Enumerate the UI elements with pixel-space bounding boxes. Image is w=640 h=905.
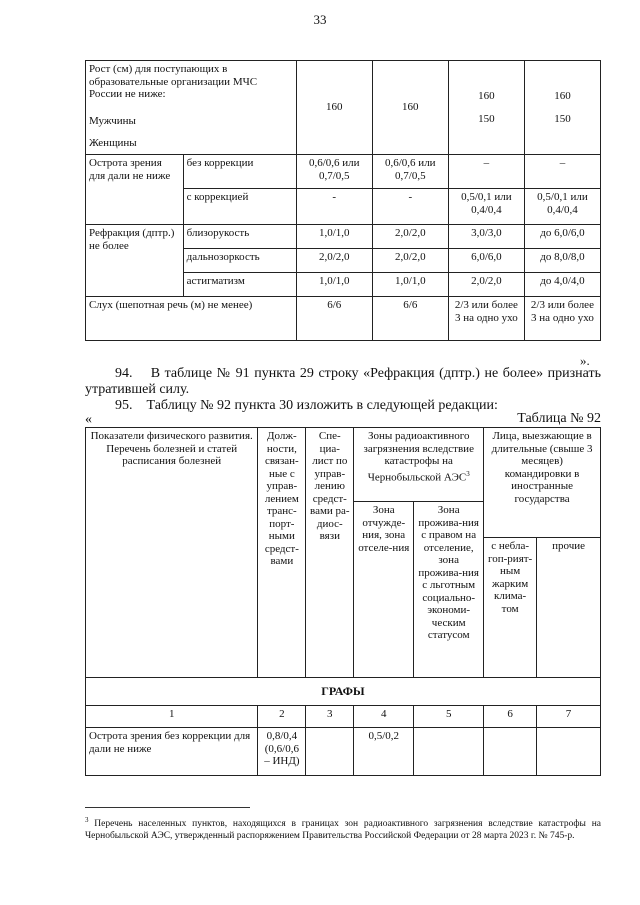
footnote-mark: 3	[85, 816, 89, 824]
table-cell: 1,0/1,0	[296, 273, 372, 297]
header-other: прочие	[537, 538, 601, 678]
cell-value: 160	[554, 90, 571, 102]
header-zones-text: Зоны радиоактивного загрязнения вследствие катастрофы на Чернобыльской АЭС	[363, 430, 474, 484]
row-label: Острота зрения для дали не ниже	[86, 155, 184, 225]
men-label: Мужчины	[89, 114, 136, 127]
column-number: 6	[484, 706, 537, 728]
column-number: 2	[258, 706, 306, 728]
header-zones	[354, 428, 484, 502]
table-cell: 0,5/0,2	[354, 728, 414, 776]
table-row	[86, 61, 601, 155]
women-label: Женщины	[89, 137, 137, 149]
table-row	[86, 678, 601, 706]
paragraph-94: 94. В таблице № 91 пункта 29 строку «Рефракция (дптр.) не более» признать утратившей силу.	[85, 366, 601, 397]
table-cell: 0,6/0,6 или 0,7/0,5	[296, 155, 372, 189]
table-cell	[414, 728, 484, 776]
table-cell: 0,5/0,1 или 0,4/0,4	[524, 189, 600, 225]
height-label-cell	[86, 61, 297, 155]
height-label: Рост (см) для поступающих в образовательные организации МЧС России не ниже:	[89, 63, 258, 100]
table-cell: 2/3 или более 3 на одно ухо	[524, 297, 600, 341]
table-cell: 1,0/1,0	[372, 273, 448, 297]
header-abroad: Лица, выезжающие в длительные (свыше 3 месяцев) командировки в иностранные государства	[484, 428, 601, 538]
table-cell: –	[524, 155, 600, 189]
table-row	[86, 728, 601, 776]
quote-start: «	[85, 412, 92, 427]
header-radio: Спе-циа-лист по управ-лению средст-вами ра-диос-вязи	[306, 428, 354, 678]
table-row	[86, 155, 601, 189]
table-cell	[537, 728, 601, 776]
cell-value: 160	[478, 90, 495, 102]
header-zone-exclusion: Зона отчужде-ния, зона отселе-ния	[354, 502, 414, 678]
table-row	[86, 225, 601, 249]
table-cell	[484, 728, 537, 776]
table-92	[85, 427, 601, 776]
quote-end: ».	[580, 353, 590, 368]
header-zone-residence: Зона прожива-ния с правом на отселение, зона прожива-ния с льготным социально-экономи-ческим статусом	[414, 502, 484, 678]
table-row	[86, 297, 601, 341]
table-cell: 0,8/0,4 (0,6/0,6 – ИНД)	[258, 728, 306, 776]
table-cell: 6,0/6,0	[448, 249, 524, 273]
table-header-row	[86, 428, 601, 502]
header-hot-climate: с небла-гоп-рият-ным жарким клима-том	[484, 538, 537, 678]
table-cell: 160	[296, 61, 372, 155]
table-cell: 2,0/2,0	[372, 225, 448, 249]
table-cell: 0,6/0,6 или 0,7/0,5	[372, 155, 448, 189]
row-label: Острота зрения без коррекции для дали не ниже	[86, 728, 258, 776]
table-cell	[448, 61, 524, 155]
table-cell: 0,5/0,1 или 0,4/0,4	[448, 189, 524, 225]
sub-label: дальнозоркость	[183, 249, 296, 273]
cell-value: 150	[478, 112, 495, 125]
table-cell: 6/6	[372, 297, 448, 341]
table-cell: 3,0/3,0	[448, 225, 524, 249]
header-transport: Долж-ности, связан-ные с управ-лением транс-порт-ными средст-вами	[258, 428, 306, 678]
table-cell: до 6,0/6,0	[524, 225, 600, 249]
footnote-text: Перечень населенных пунктов, находящихся в границах зон радиоактивного загрязнения вследствие катастрофы на Чернобыльской АЭС, утвержденный распоряжением Правительства Российской Федерации от 28 марта 2023 г. № 745-р.	[85, 819, 601, 842]
table-cell: 2,0/2,0	[448, 273, 524, 297]
column-number: 4	[354, 706, 414, 728]
table-caption: Таблица № 92	[517, 411, 601, 426]
grafy-label: ГРАФЫ	[86, 678, 601, 706]
sub-label: с коррекцией	[183, 189, 296, 225]
table-cell: -	[296, 189, 372, 225]
table-cell: -	[372, 189, 448, 225]
table-cell: 1,0/1,0	[296, 225, 372, 249]
table-cell: до 4,0/4,0	[524, 273, 600, 297]
sub-label: без коррекции	[183, 155, 296, 189]
page-number: 33	[313, 12, 327, 27]
table-cell: до 8,0/8,0	[524, 249, 600, 273]
table-cell	[306, 728, 354, 776]
table-cell	[524, 61, 600, 155]
cell-value: 150	[554, 112, 571, 125]
table-cell: 2,0/2,0	[296, 249, 372, 273]
footnote-mark: 3	[466, 469, 470, 478]
table-cell: 2,0/2,0	[372, 249, 448, 273]
header-indicators: Показатели физического развития. Перечень болезней и статей расписания болезней	[86, 428, 258, 678]
table-row	[86, 706, 601, 728]
table-cell: 2/3 или более 3 на одно ухо	[448, 297, 524, 341]
table-cell: 160	[372, 61, 448, 155]
table-cell: –	[448, 155, 524, 189]
table-cell: 6/6	[296, 297, 372, 341]
row-label: Рефракция (дптр.) не более	[86, 225, 184, 297]
column-number: 5	[414, 706, 484, 728]
column-number: 7	[537, 706, 601, 728]
column-number: 3	[306, 706, 354, 728]
row-label: Слух (шепотная речь (м) не менее)	[86, 297, 297, 341]
table-continued	[85, 60, 601, 341]
column-number: 1	[86, 706, 258, 728]
footnote-divider	[85, 807, 250, 808]
sub-label: астигматизм	[183, 273, 296, 297]
footnote	[85, 814, 601, 842]
sub-label: близорукость	[183, 225, 296, 249]
paragraph-95: 95. Таблицу № 92 пункта 30 изложить в следующей редакции:	[115, 398, 498, 413]
